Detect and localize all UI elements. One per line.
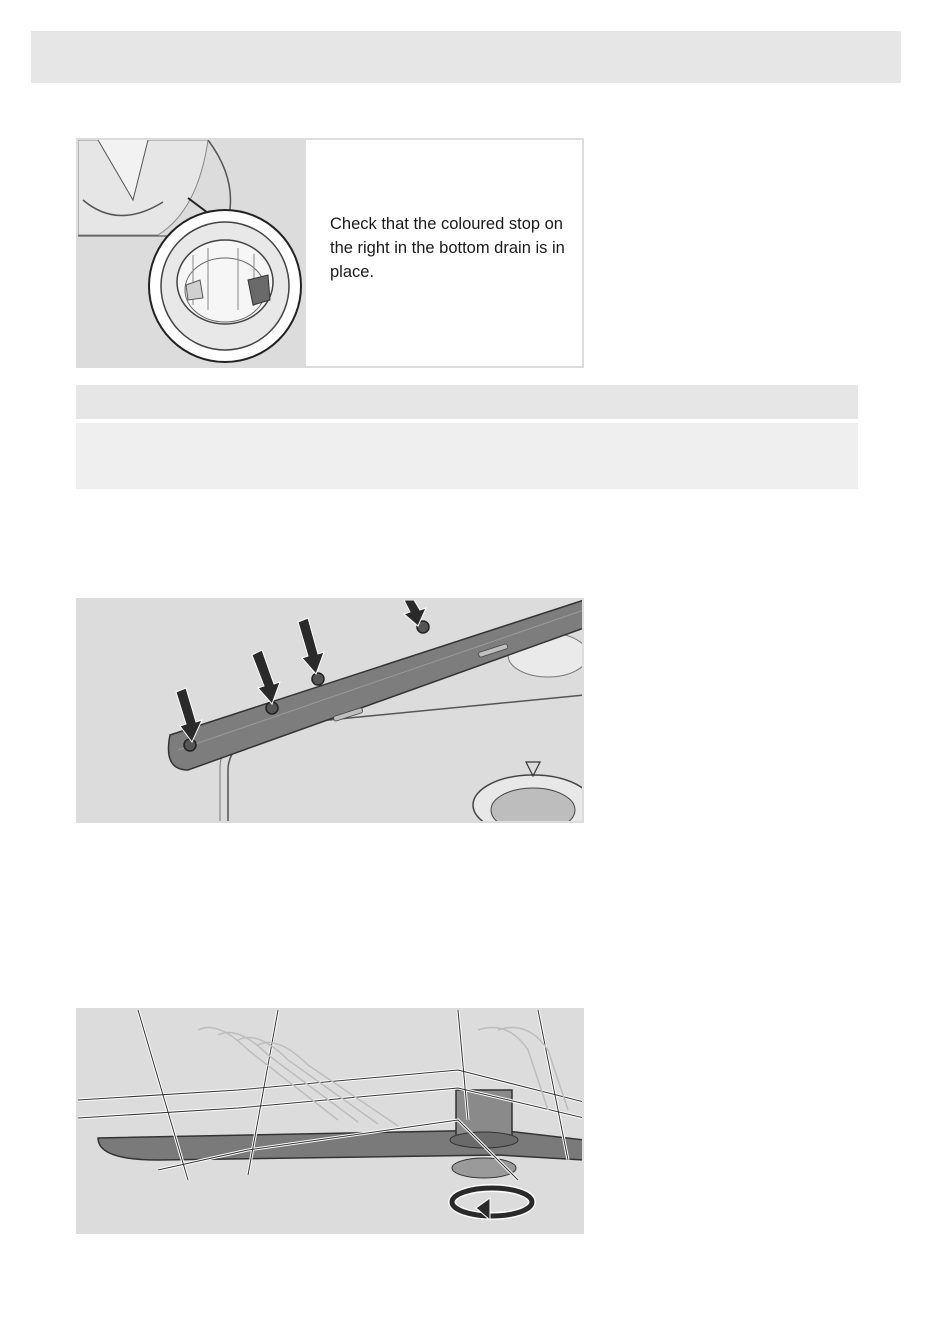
note-body-band — [76, 423, 858, 489]
page-header-bar — [31, 31, 901, 83]
spray-arm-nozzle-arrows-illustration — [78, 600, 584, 823]
note-header-bar — [76, 385, 858, 419]
drain-check-panel — [76, 138, 584, 368]
spray-arm-nozzle-figure — [76, 598, 584, 823]
drain-check-caption: Check that the coloured stop on the right in the bottom drain is in place. — [330, 215, 565, 281]
drain-filter-closeup-illustration — [78, 140, 306, 366]
spray-arm-rotate-figure — [76, 1008, 584, 1234]
spray-arm-rotate-arrow-illustration — [78, 1010, 584, 1234]
